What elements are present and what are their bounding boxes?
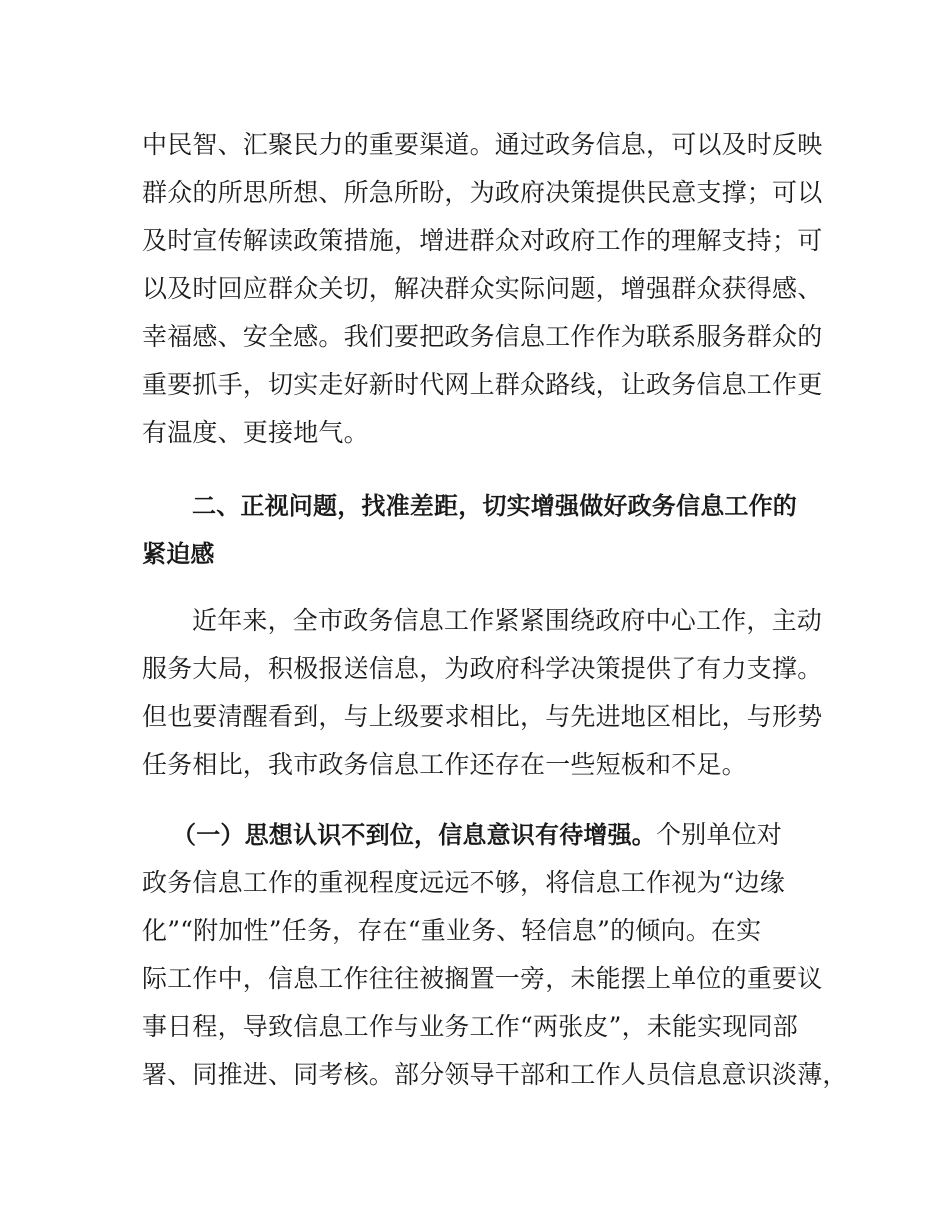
paragraph-2-line-1: 近年来，全市政务信息工作紧紧围绕政府中心工作，主动: [192, 606, 823, 635]
paragraph-2-line-4: 任务相比，我市政务信息工作还存在一些短板和不足。: [142, 750, 747, 779]
paragraph-1-line-2: 群众的所思所想、所急所盼，为政府决策提供民意支撑；可以: [142, 178, 823, 207]
paragraph-3-line-5: 事日程，导致信息工作与业务工作“两张皮”，未能实现同部: [142, 1012, 798, 1041]
paragraph-3-line-4: 际工作中，信息工作往往被搁置一旁，未能摆上单位的重要议: [142, 964, 823, 993]
section-heading-line-2: 紧迫感: [142, 540, 215, 568]
paragraph-3-line-6: 署、同推进、同考核。部分领导干部和工作人员信息意识淡薄，: [142, 1060, 848, 1089]
paragraph-1-line-4: 以及时回应群众关切，解决群众实际问题，增强群众获得感、: [142, 274, 823, 303]
paragraph-2-line-3: 但也要清醒看到，与上级要求相比，与先进地区相比，与形势: [142, 702, 823, 731]
paragraph-3-line-3: 化”“附加性”任务，存在“重业务、轻信息”的倾向。在实: [142, 916, 762, 945]
paragraph-1-line-1: 中民智、汇聚民力的重要渠道。通过政务信息，可以及时反映: [142, 130, 823, 159]
paragraph-1-line-6: 重要抓手，切实走好新时代网上群众路线，让政务信息工作更: [142, 370, 823, 399]
subsection-title: （一）思想认识不到位，信息意识有待增强。: [172, 821, 656, 849]
paragraph-3-line-2: 政务信息工作的重视程度远远不够，将信息工作视为“边缘: [142, 868, 785, 897]
paragraph-3-lead-rest: 个别单位对: [656, 820, 783, 849]
paragraph-3-line-1: [172, 812, 852, 858]
paragraph-1-line-7: 有温度、更接地气。: [142, 418, 369, 447]
paragraph-1-line-3: 及时宣传解读政策措施，增进群众对政府工作的理解支持；可: [142, 226, 823, 255]
section-heading-line-1: 二、正视问题，找准差距，切实增强做好政务信息工作的: [192, 492, 797, 520]
paragraph-2-line-2: 服务大局，积极报送信息，为政府科学决策提供了有力支撑。: [142, 654, 823, 683]
paragraph-1-line-5: 幸福感、安全感。我们要把政务信息工作作为联系服务群众的: [142, 322, 823, 351]
